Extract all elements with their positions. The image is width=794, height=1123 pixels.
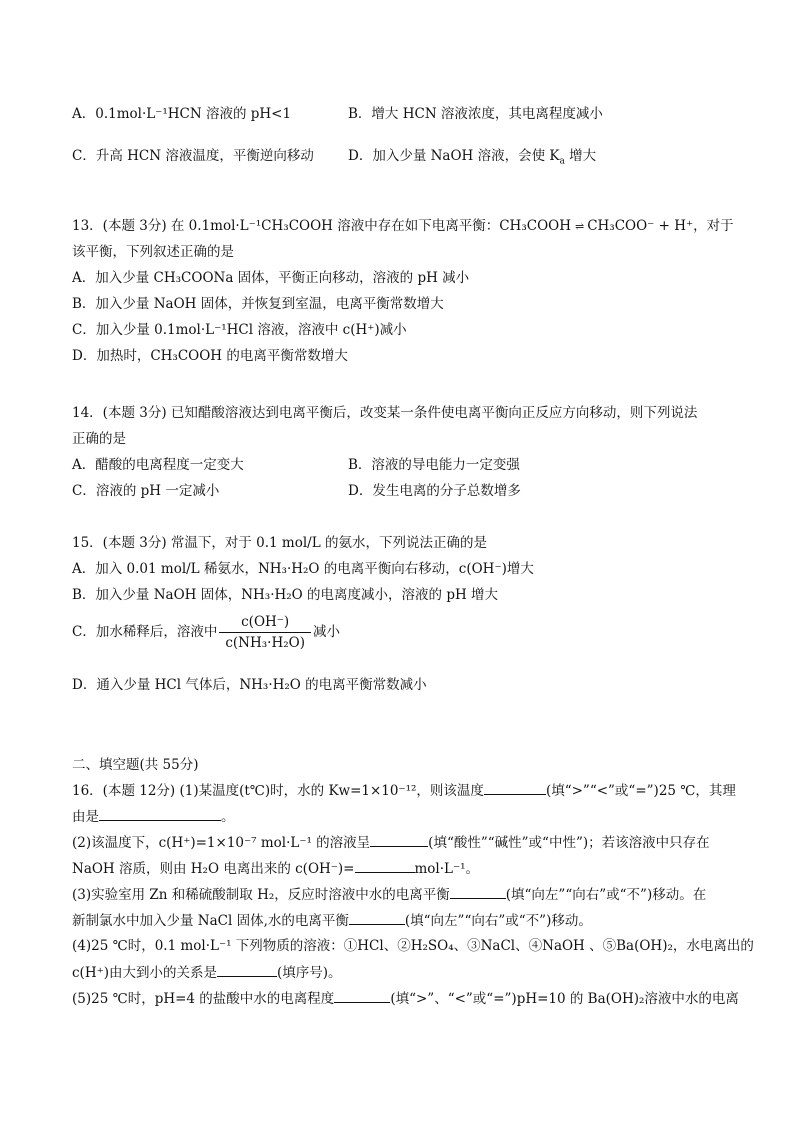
answer-blank[interactable]: [349, 910, 405, 925]
answer-blank[interactable]: [355, 858, 415, 873]
answer-blank[interactable]: [450, 884, 506, 899]
q16-line5-pre: (3)实验室用 Zn 和稀硫酸制取 H₂，反应时溶液中水的电离平衡: [72, 887, 450, 903]
q16-line3: [72, 832, 710, 853]
q16-line7: (4)25 ℃时，0.1 mol·L⁻¹ 下列物质的溶液：①HCl、②H₂SO₄、③NaCl、④NaOH 、⑤Ba(OH)₂，水电离出的: [72, 938, 754, 954]
q16-line4-pre: NaOH 溶质，则由 H₂O 电离出来的 c(OH⁻)=: [72, 861, 355, 877]
q12-option-a: A．0.1mol·L⁻¹HCN 溶液的 pH<1: [72, 106, 292, 122]
q14-option-d: D．发生电离的分子总数增多: [348, 483, 521, 499]
answer-blank[interactable]: [99, 806, 221, 821]
q16-line1: [72, 780, 736, 801]
q16-line3-post: (填“酸性”“碱性”或“中性”)；若该溶液中只存在: [428, 835, 710, 851]
q13-option-c: C．加入少量 0.1mol·L⁻¹HCl 溶液，溶液中 c(H⁺)减小: [72, 322, 407, 338]
q12-option-d-sub: a: [559, 156, 565, 167]
q14-stem-line1: 14．(本题 3分) 已知醋酸溶液达到电离平衡后，改变某一条件使电离平衡向正反应方向移动，则下列说法: [72, 405, 698, 421]
q16-line2-pre: 由是: [72, 809, 99, 825]
q16-line3-pre: (2)该温度下，c(H⁺)=1×10⁻⁷ mol·L⁻¹ 的溶液呈: [72, 835, 371, 851]
q16-line2-post: 。: [221, 809, 235, 825]
q16-line5-post: (填“向左”“向右”或“不”)移动。在: [505, 887, 707, 903]
q14-option-c: C．溶液的 pH 一定减小: [72, 483, 220, 499]
fraction: [219, 614, 311, 651]
q15-option-d: D．通入少量 HCl 气体后，NH₃·H₂O 的电离平衡常数减小: [72, 677, 427, 693]
q15-option-b: B．加入少量 NaOH 固体，NH₃·H₂O 的电离度减小，溶液的 pH 增大: [72, 587, 499, 603]
q16-line4: [72, 858, 479, 879]
q16-line8: [72, 962, 342, 983]
q12-option-d-text: D．加入少量 NaOH 溶液，会使 K: [348, 148, 560, 164]
q13-option-a: A．加入少量 CH₃COONa 固体，平衡正向移动，溶液的 pH 减小: [72, 270, 470, 286]
fraction-numerator: c(OH⁻): [219, 614, 311, 633]
q16-line6-pre: 新制氯水中加入少量 NaCl 固体,水的电离平衡: [72, 913, 349, 929]
q13-option-b: B．加入少量 NaOH 固体，并恢复到室温，电离平衡常数增大: [72, 296, 444, 312]
q15-option-c: [72, 614, 340, 651]
answer-blank[interactable]: [217, 962, 277, 977]
q13-stem-line2: 该平衡，下列叙述正确的是: [72, 244, 234, 260]
q16-line9-post: (填“>”、“<”或“=”)pH=10 的 Ba(OH)₂溶液中水的电离: [390, 991, 739, 1007]
q15-option-c-pre: C．加水稀释后，溶液中: [72, 624, 218, 640]
q12-option-c: C．升高 HCN 溶液温度，平衡逆向移动: [72, 148, 314, 164]
q16-line5: [72, 884, 706, 905]
equilibrium-arrow-icon: ⇌: [574, 220, 584, 233]
q13-option-d: D．加热时，CH₃COOH 的电离平衡常数增大: [72, 348, 348, 364]
q12-option-d: [348, 146, 596, 166]
section-title: 二、填空题(共 55分): [72, 757, 199, 773]
q14-option-b: B．溶液的导电能力一定变强: [348, 457, 520, 473]
q16-line8-post: (填序号)。: [277, 965, 342, 981]
q16-line2: [72, 806, 235, 827]
q14-option-a: A．醋酸的电离程度一定变大: [72, 457, 244, 473]
q14-stem-line2: 正确的是: [72, 431, 126, 447]
q16-line9-pre: (5)25 ℃时，pH=4 的盐酸中水的电离程度: [72, 991, 335, 1007]
q16-line6: [72, 910, 592, 931]
q16-line8-pre: c(H⁺)由大到小的关系是: [72, 965, 217, 981]
q16-line4-post: mol·L⁻¹。: [414, 861, 480, 877]
q15-option-a: A．加入 0.01 mol/L 稀氨水，NH₃·H₂O 的电离平衡向右移动，c(OH⁻)增大: [72, 561, 534, 577]
q16-line1-pre: 16．(本题 12分) (1)某温度(t℃)时，水的 Kw=1×10⁻¹²，则该温度: [72, 783, 484, 799]
q12-option-b: B．增大 HCN 溶液浓度，其电离程度减小: [348, 106, 603, 122]
fraction-denominator: c(NH₃·H₂O): [225, 635, 305, 651]
q13-stem-pre: 13．(本题 3分) 在 0.1mol·L⁻¹CH₃COOH 溶液中存在如下电离平衡：CH₃COOH: [72, 218, 571, 234]
q16-line6-post: (填“向左”“向右”或“不”)移动。: [404, 913, 592, 929]
q16-line9: [72, 988, 739, 1009]
answer-blank[interactable]: [334, 988, 390, 1003]
q13-stem-line1: [72, 216, 734, 237]
answer-blank[interactable]: [370, 832, 428, 847]
q15-option-c-post: 减小: [312, 624, 340, 640]
q15-stem: 15．(本题 3分) 常温下，对于 0.1 mol/L 的氨水，下列说法正确的是: [72, 535, 487, 551]
q12-option-d-tail: 增大: [564, 148, 597, 164]
answer-blank[interactable]: [484, 780, 546, 795]
q13-stem-post: CH₃COO⁻ + H⁺，对于: [587, 218, 734, 234]
q16-line1-post: (填“>”“<”或“=”)25 ℃，其理: [545, 783, 736, 799]
